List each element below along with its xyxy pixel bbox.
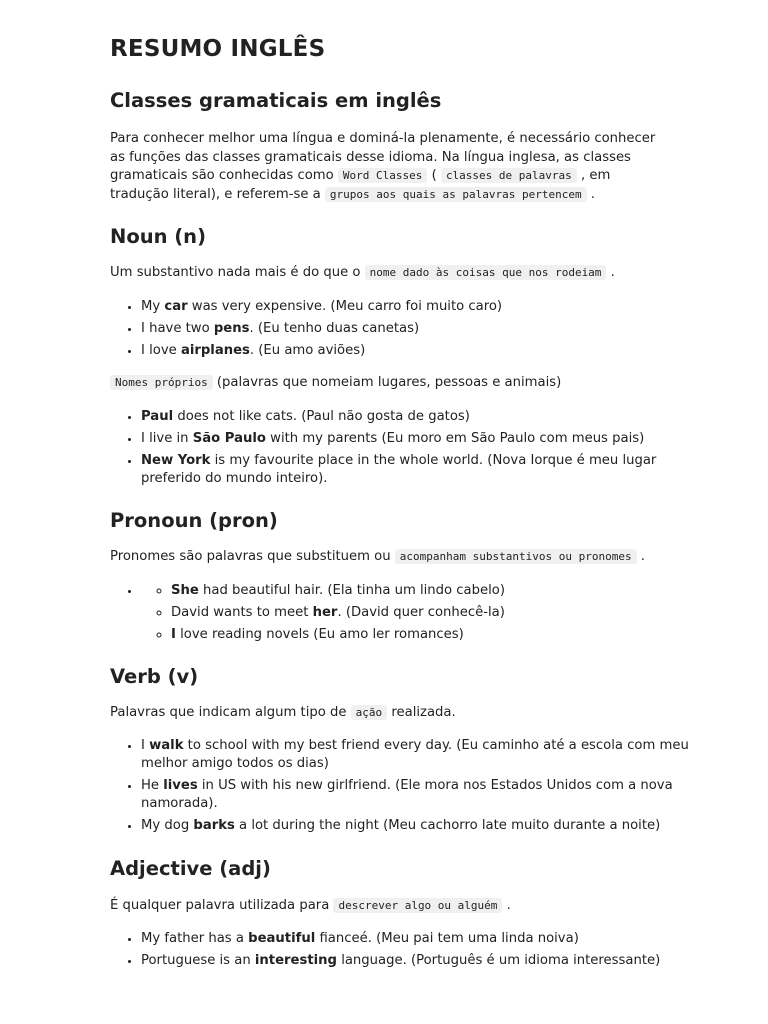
item-text: . (David quer conhecê-la) — [337, 604, 505, 620]
item-text: with my parents (Eu moro em São Paulo com meus pais) — [265, 430, 645, 446]
list-item — [141, 777, 691, 813]
section-heading-pronoun: Pronoun (pron) — [110, 509, 278, 532]
pronoun-description — [110, 548, 660, 567]
item-text: to school with my best friend every day. (Eu caminho até a escola com meu melhor amigo todos os dias) — [141, 738, 689, 772]
item-text: . (Eu amo aviões) — [249, 342, 366, 358]
intro-text-2: ( — [427, 168, 441, 183]
proper-nouns-text: (palavras que nomeiam lugares, pessoas e animais) — [212, 375, 562, 390]
proper-nouns-line — [110, 374, 660, 393]
item-bold: pens — [213, 320, 250, 336]
adjective-desc-text: É qualquer palavra utilizada para — [110, 898, 334, 913]
adjective-desc-code: descrever algo ou alguém — [333, 898, 502, 913]
list-item — [141, 298, 691, 316]
item-bold: her — [312, 604, 338, 620]
item-bold: barks — [193, 818, 235, 833]
code-word-classes: Word Classes — [338, 168, 427, 183]
item-text: is my favourite place in the whole world. (Nova Iorque é meu lugar preferido do mundo inteiro). — [141, 452, 657, 486]
item-text: I — [141, 738, 150, 753]
list-item — [141, 930, 691, 948]
intro-paragraph — [110, 130, 660, 204]
intro-text-1: Para conhecer melhor uma língua e dominá-la plenamente, é necessário conhecer as funções das classes gramaticais desse idioma. Na língua inglesa, as classes gramaticais são conhecidas como — [110, 131, 656, 183]
item-text: . (Eu tenho duas canetas) — [249, 320, 420, 336]
adjective-examples-list — [110, 930, 691, 974]
verb-examples-list — [110, 737, 691, 839]
verb-description — [110, 704, 660, 723]
item-bold: New York — [141, 452, 211, 468]
item-bold: walk — [149, 738, 184, 753]
list-item — [141, 737, 691, 773]
code-grupos: grupos aos quais as palavras pertencem — [325, 187, 587, 202]
item-text: had beautiful hair. (Ela tinha um lindo cabelo) — [198, 583, 505, 598]
pronoun-desc-code: acompanham substantivos ou pronomes — [395, 549, 637, 564]
item-bold: She — [171, 583, 199, 598]
noun-desc-end: . — [606, 265, 615, 280]
section-heading-classes: Classes gramaticais em inglês — [110, 89, 442, 112]
item-bold: car — [164, 299, 188, 314]
noun-examples-list — [110, 298, 691, 363]
noun-desc-code: nome dado às coisas que nos rodeiam — [365, 265, 607, 280]
intro-text-3: , em tradução literal), e referem-se a — [110, 168, 611, 202]
list-item — [171, 604, 691, 622]
list-item — [141, 430, 691, 448]
item-text: He — [141, 778, 164, 793]
item-text: David wants to meet — [171, 604, 313, 620]
item-text: in US with his new girlfriend. (Ele mora nos Estados Unidos com a nova namorada). — [141, 778, 673, 812]
list-item — [141, 408, 691, 426]
item-text: language. (Português é um idioma interessante) — [337, 952, 661, 968]
pronoun-desc-end: . — [636, 549, 645, 564]
list-item — [141, 320, 691, 338]
item-text: was very expensive. (Meu carro foi muito caro) — [187, 299, 503, 314]
verb-desc-code: ação — [351, 705, 388, 720]
item-bold: airplanes — [180, 342, 250, 358]
proper-nouns-list — [110, 408, 691, 492]
noun-description — [110, 264, 660, 283]
list-item — [171, 582, 691, 600]
item-text: My dog — [141, 818, 194, 833]
section-heading-verb: Verb (v) — [110, 665, 199, 688]
item-bold: Paul — [141, 409, 174, 424]
pronoun-desc-text: Pronomes são palavras que substituem ou — [110, 549, 395, 564]
list-item — [141, 452, 691, 488]
adjective-description — [110, 897, 660, 916]
list-item — [141, 817, 691, 835]
section-heading-noun: Noun (n) — [110, 225, 206, 248]
verb-desc-end: realizada. — [387, 705, 456, 720]
item-text: a lot during the night (Meu cachorro late muito durante a noite) — [234, 818, 661, 833]
list-item — [141, 342, 691, 360]
item-text: does not like cats. (Paul não gosta de gatos) — [173, 409, 470, 424]
item-text: I live in — [141, 430, 193, 446]
intro-text-4: . — [586, 186, 595, 202]
list-item — [171, 626, 691, 644]
verb-desc-text: Palavras que indicam algum tipo de — [110, 705, 351, 720]
item-text: My father has a — [141, 931, 249, 946]
proper-nouns-code: Nomes próprios — [110, 375, 213, 390]
item-text: My — [141, 299, 165, 314]
item-bold: interesting — [254, 952, 337, 968]
list-item — [141, 582, 691, 644]
item-bold: São Paulo — [192, 430, 266, 446]
item-text: fianceé. (Meu pai tem uma linda noiva) — [315, 931, 579, 946]
item-bold: lives — [163, 778, 198, 793]
nested-list — [141, 582, 691, 644]
pronoun-examples-list — [110, 582, 691, 647]
noun-desc-text: Um substantivo nada mais é do que o — [110, 265, 365, 280]
item-bold: beautiful — [248, 931, 316, 946]
item-text: I have two — [141, 320, 214, 336]
item-bold: I — [171, 626, 176, 642]
adjective-desc-end: . — [502, 898, 511, 913]
item-text: I love — [141, 342, 181, 358]
section-heading-adjective: Adjective (adj) — [110, 857, 271, 880]
document-title: RESUMO INGLÊS — [110, 36, 326, 62]
list-item — [141, 952, 691, 970]
item-text: Portuguese is an — [141, 952, 255, 968]
code-classes-de-palavras: classes de palavras — [441, 168, 577, 183]
item-text: love reading novels (Eu amo ler romances) — [175, 626, 464, 642]
